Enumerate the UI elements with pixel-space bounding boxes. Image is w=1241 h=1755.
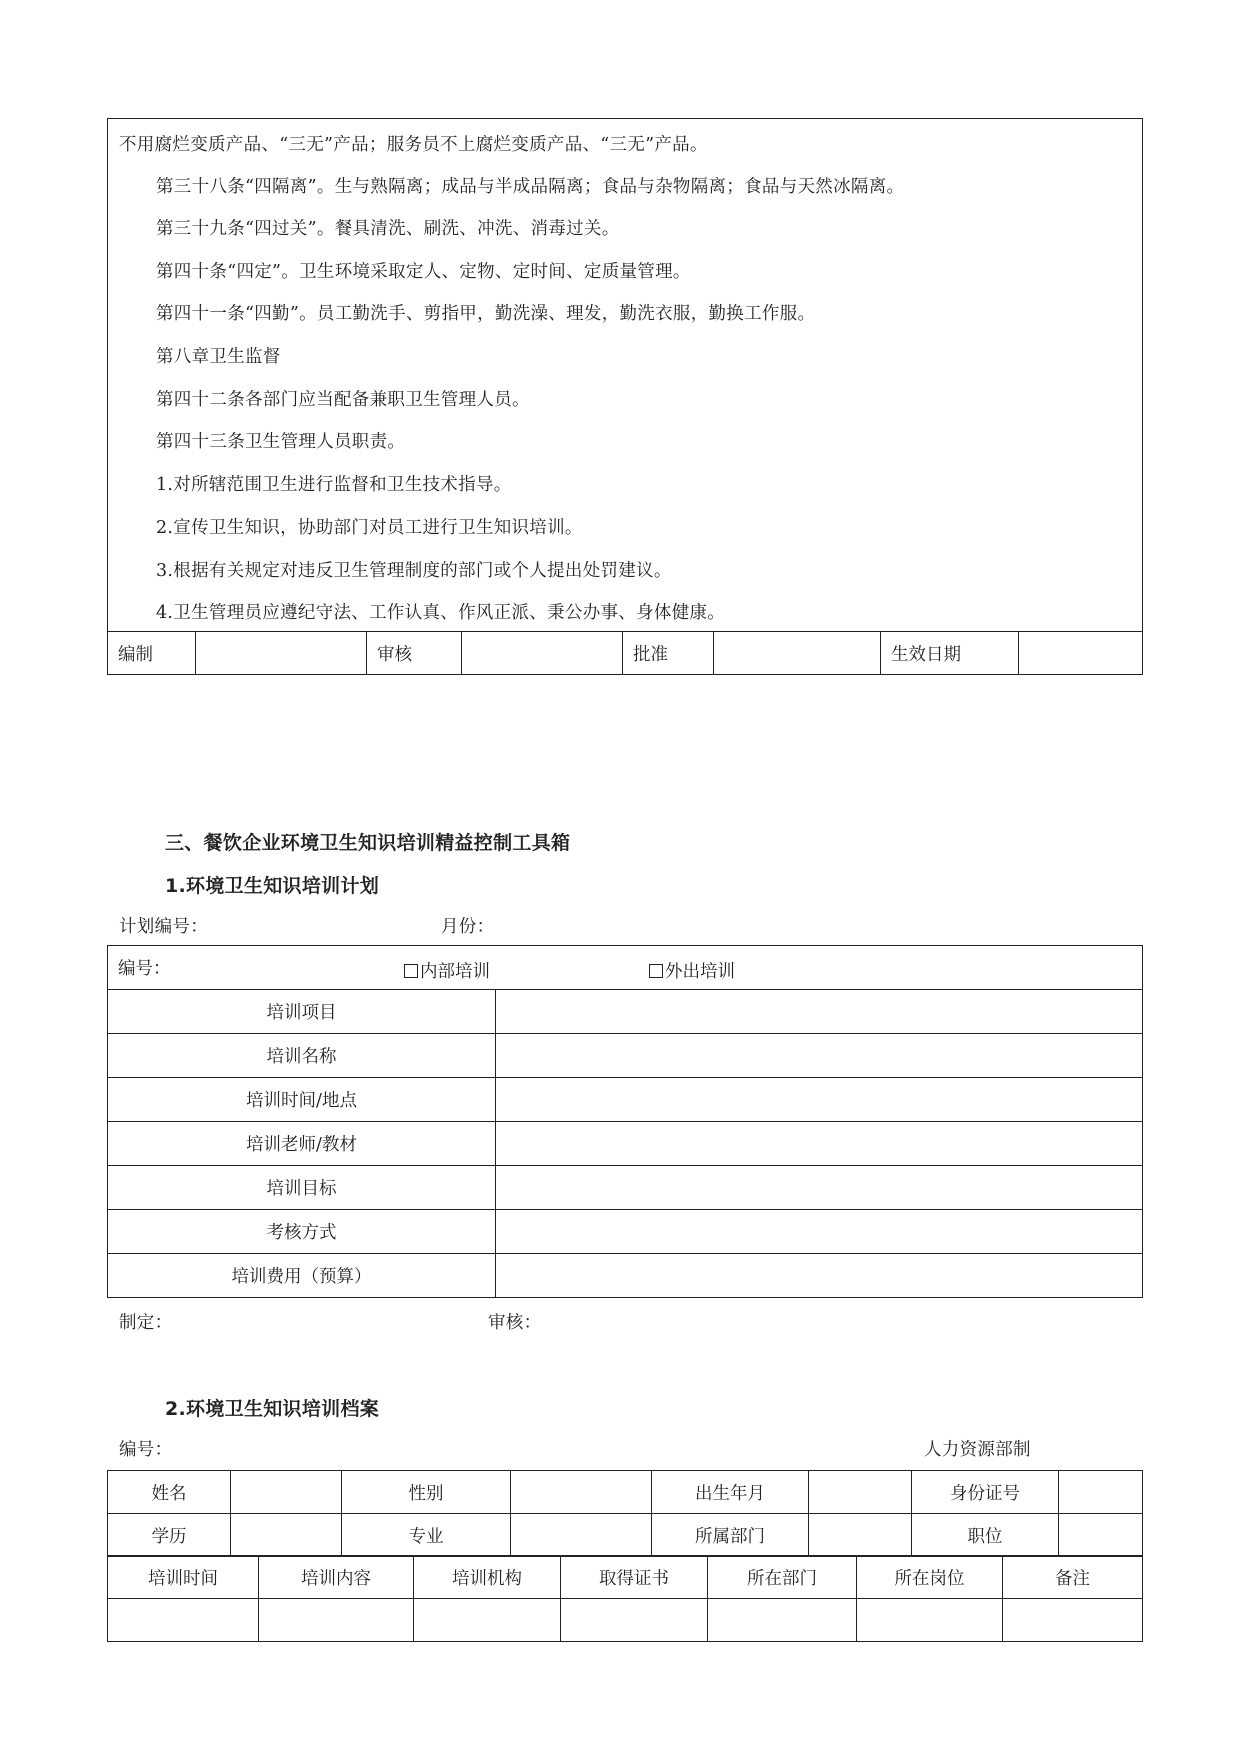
reg-line: 第三十八条“四隔离”。生与熟隔离；成品与半成品隔离；食品与杂物隔离；食品与天然冰隔离。 [156, 177, 905, 197]
plan-row-value[interactable] [496, 1254, 1143, 1298]
internal-training-option[interactable] [404, 958, 490, 983]
reg-line: 3.根据有关规定对违反卫生管理制度的部门或个人提出处罚建议。 [156, 561, 672, 581]
review-field[interactable] [462, 632, 623, 675]
reg-line: 1.对所辖范围卫生进行监督和卫生技术指导。 [156, 475, 512, 495]
table-cell[interactable] [857, 1599, 1003, 1642]
plan-number-label: 计划编号： [119, 917, 208, 937]
archive-history-table [107, 1555, 1143, 1642]
position-field[interactable] [1059, 1514, 1143, 1557]
department-field[interactable] [809, 1514, 912, 1557]
section-title: 三、餐饮企业环境卫生知识培训精益控制工具箱 [165, 832, 571, 854]
plan-table [107, 945, 1143, 1298]
col-training-content: 培训内容 [259, 1556, 414, 1599]
col-training-time: 培训时间 [108, 1556, 259, 1599]
reg-line: 第四十条“四定”。卫生环境采取定人、定物、定时间、定质量管理。 [156, 262, 691, 282]
table-cell[interactable] [414, 1599, 561, 1642]
plan-row-value[interactable] [496, 990, 1143, 1034]
name-label: 姓名 [108, 1471, 231, 1514]
internal-training-label: 内部培训 [420, 962, 490, 982]
plan-row-label: 培训时间/地点 [108, 1078, 496, 1122]
birth-field[interactable] [809, 1471, 912, 1514]
name-field[interactable] [231, 1471, 342, 1514]
effective-date-field[interactable] [1019, 632, 1143, 675]
birth-label: 出生年月 [652, 1471, 809, 1514]
compile-field[interactable] [196, 632, 367, 675]
reg-line: 第四十一条“四勤”。员工勤洗手、剪指甲，勤洗澡、理发，勤洗衣服，勤换工作服。 [156, 304, 816, 324]
plan-title: 1.环境卫生知识培训计划 [165, 875, 380, 897]
reg-line: 第三十九条“四过关”。餐具清洗、刷洗、冲洗、消毒过关。 [156, 219, 620, 239]
education-label: 学历 [108, 1514, 231, 1557]
archive-title: 2.环境卫生知识培训档案 [165, 1398, 380, 1420]
reviewed-by-label: 审核： [488, 1313, 542, 1333]
col-training-institution: 培训机构 [414, 1556, 561, 1599]
reg-line: 第四十三条卫生管理人员职责。 [156, 432, 406, 452]
plan-row-value[interactable] [496, 1122, 1143, 1166]
reg-line: 第四十二条各部门应当配备兼职卫生管理人员。 [156, 390, 530, 410]
plan-row-label: 培训项目 [108, 990, 496, 1034]
id-number-label: 身份证号 [912, 1471, 1059, 1514]
table-cell[interactable] [561, 1599, 708, 1642]
reg-chapter-heading: 第八章卫生监督 [156, 347, 281, 367]
plan-row-value[interactable] [496, 1078, 1143, 1122]
plan-row-label: 培训名称 [108, 1034, 496, 1078]
table-cell[interactable] [108, 1599, 259, 1642]
gender-field[interactable] [511, 1471, 652, 1514]
approve-field[interactable] [714, 632, 881, 675]
external-training-label: 外出培训 [665, 962, 735, 982]
plan-header-row [108, 946, 1143, 990]
gender-label: 性别 [342, 1471, 511, 1514]
plan-row-value[interactable] [496, 1166, 1143, 1210]
col-remarks: 备注 [1003, 1556, 1143, 1599]
plan-month-label: 月份： [441, 917, 495, 937]
checkbox-icon[interactable] [649, 964, 663, 978]
col-certificate: 取得证书 [561, 1556, 708, 1599]
compile-label: 编制 [108, 632, 196, 675]
plan-row-label: 培训老师/教材 [108, 1122, 496, 1166]
approve-label: 批准 [623, 632, 714, 675]
archive-dept-label: 人力资源部制 [924, 1440, 1031, 1460]
department-label: 所属部门 [652, 1514, 809, 1557]
major-label: 专业 [342, 1514, 511, 1557]
reg-line: 4.卫生管理员应遵纪守法、工作认真、作风正派、秉公办事、身体健康。 [156, 603, 726, 623]
external-training-option[interactable] [649, 958, 735, 983]
approval-table [107, 631, 1143, 675]
made-by-label: 制定： [119, 1313, 173, 1333]
education-field[interactable] [231, 1514, 342, 1557]
archive-personal-table [107, 1470, 1143, 1557]
plan-number-field-label: 编号： [118, 959, 171, 979]
col-position: 所在岗位 [857, 1556, 1003, 1599]
position-label: 职位 [912, 1514, 1059, 1557]
reg-line: 2.宣传卫生知识，协助部门对员工进行卫生知识培训。 [156, 518, 583, 538]
id-number-field[interactable] [1059, 1471, 1143, 1514]
col-department: 所在部门 [708, 1556, 857, 1599]
table-cell[interactable] [708, 1599, 857, 1642]
review-label: 审核 [367, 632, 462, 675]
plan-row-value[interactable] [496, 1210, 1143, 1254]
table-cell[interactable] [1003, 1599, 1143, 1642]
archive-number-label: 编号： [119, 1440, 173, 1460]
major-field[interactable] [511, 1514, 652, 1557]
plan-row-label: 培训目标 [108, 1166, 496, 1210]
effective-date-label: 生效日期 [881, 632, 1019, 675]
checkbox-icon[interactable] [404, 964, 418, 978]
plan-row-label: 考核方式 [108, 1210, 496, 1254]
plan-row-value[interactable] [496, 1034, 1143, 1078]
reg-line: 不用腐烂变质产品、“三无”产品；服务员不上腐烂变质产品、“三无”产品。 [119, 135, 708, 155]
plan-row-label: 培训费用（预算） [108, 1254, 496, 1298]
table-cell[interactable] [259, 1599, 414, 1642]
